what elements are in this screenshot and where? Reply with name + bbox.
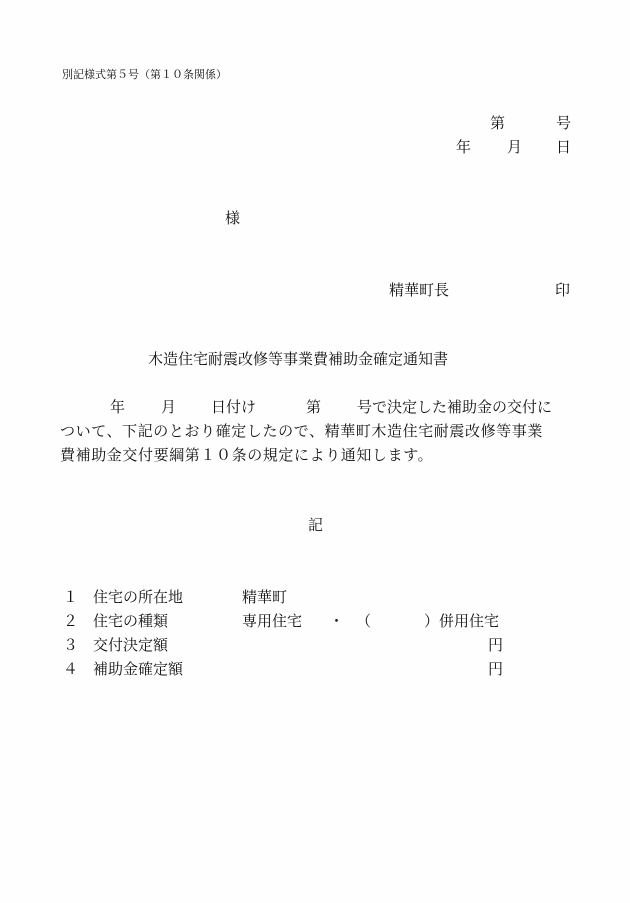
item-unit-yen: 円 (488, 636, 504, 654)
doc-number-go: 号 (556, 114, 572, 132)
body-dai: 第 (306, 398, 322, 416)
ki-heading: 記 (308, 516, 324, 534)
recipient-honorific: 様 (225, 209, 241, 227)
item-label: 住宅の所在地 (93, 588, 184, 606)
document-title: 木造住宅耐震改修等事業費補助金確定通知書 (148, 350, 449, 368)
doc-number-dai: 第 (490, 114, 506, 132)
form-reference-note: 別記様式第５号（第１０条関係） (62, 68, 227, 81)
item-value-combined: ）併用住宅 (424, 612, 500, 630)
body-line1-rest: 号で決定した補助金の交付に (357, 398, 553, 416)
date-day: 日 (556, 138, 572, 156)
item-value-dedicated: 専用住宅 (242, 612, 303, 630)
item-label: 交付決定額 (93, 636, 169, 654)
item-number: １ (63, 588, 79, 606)
seal-mark: 印 (555, 281, 571, 299)
item-number: ２ (63, 612, 79, 630)
item-unit-yen: 円 (488, 660, 504, 678)
body-line-2: ついて、下記のとおり確定したので、精華町木造住宅耐震改修等事業 (60, 422, 544, 440)
item-number: ３ (63, 636, 79, 654)
body-month: 月 (161, 398, 177, 416)
item-label: 住宅の種類 (93, 612, 169, 630)
body-line-3: 費補助金交付要綱第１０条の規定により通知します。 (60, 446, 434, 464)
issuer-name: 精華町長 (389, 281, 450, 299)
date-year: 年 (456, 138, 472, 156)
item-paren-open: （ (356, 612, 372, 630)
body-year: 年 (110, 398, 126, 416)
item-separator-dot: ・ (329, 612, 345, 630)
item-label: 補助金確定額 (93, 660, 184, 678)
body-dated: 日付け (211, 398, 257, 416)
item-number: ４ (63, 660, 79, 678)
item-value: 精華町 (242, 588, 288, 606)
date-month: 月 (507, 138, 523, 156)
